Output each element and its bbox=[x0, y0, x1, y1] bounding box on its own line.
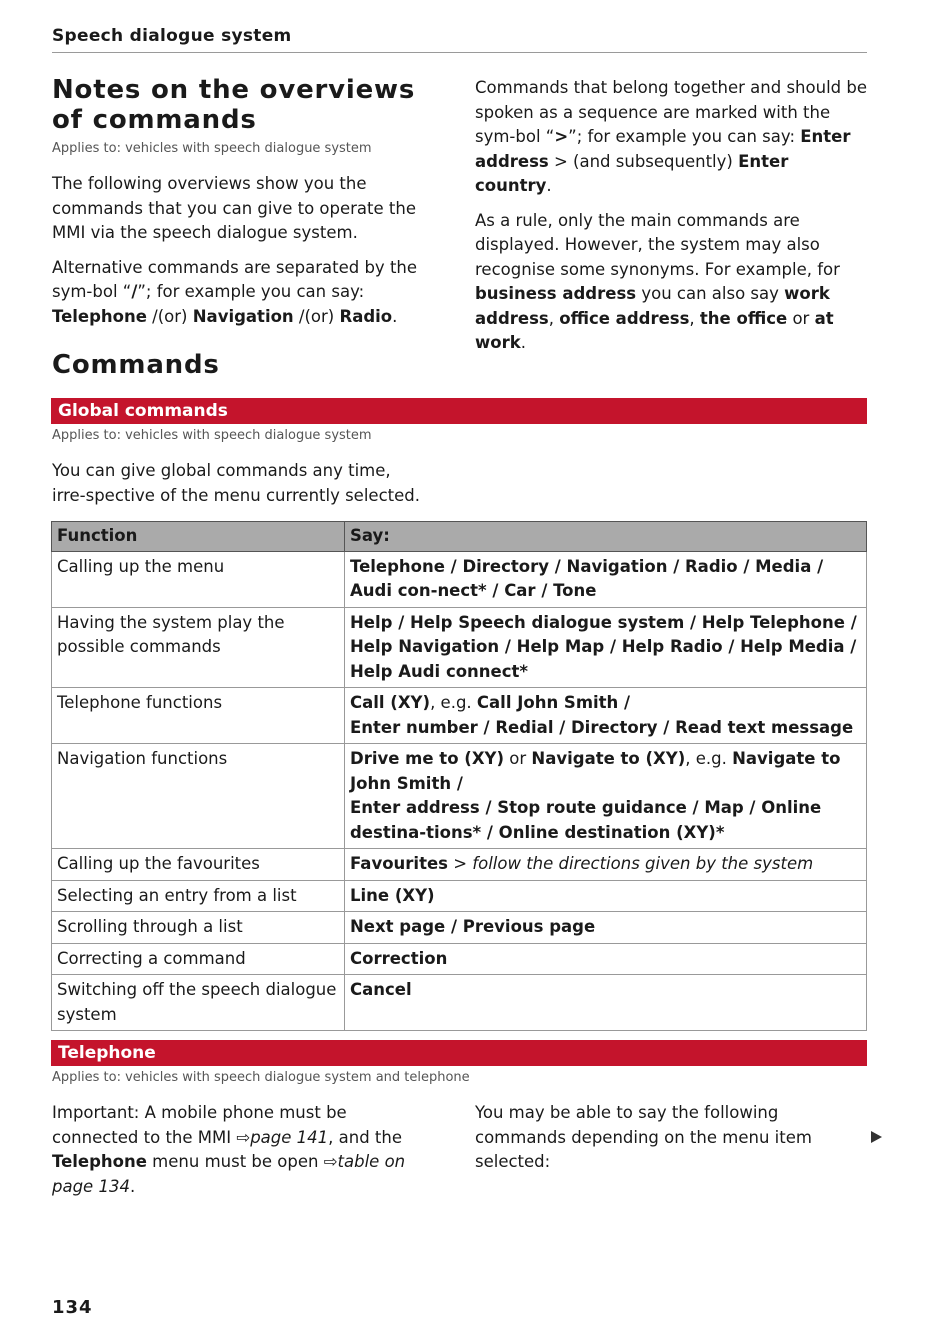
table-row bbox=[52, 975, 867, 1031]
notes-paragraph-3: Commands that belong together and should be spoken as a sequence are marked with the sym-bol “>”; for example you can say: Enter address > (and subsequently) Enter country. bbox=[475, 78, 867, 195]
say-cell: Call (XY), e.g. Call John Smith / Enter number / Redial / Directory / Read text message bbox=[345, 688, 867, 744]
continue-arrow-icon bbox=[871, 1131, 882, 1143]
running-header: Speech dialogue system bbox=[52, 26, 867, 53]
table-row bbox=[52, 607, 867, 688]
function-cell: Navigation functions bbox=[52, 744, 345, 849]
function-cell: Scrolling through a list bbox=[52, 912, 345, 944]
table-header-row bbox=[52, 522, 867, 552]
say-cell: Favourites > follow the directions given by the system bbox=[345, 849, 867, 881]
notes-paragraph-1: The following overviews show you the commands that you can give to operate the MMI via the speech dialogue system. bbox=[52, 174, 416, 242]
notes-paragraph-2: Alternative commands are separated by the sym-bol “/”; for example you can say: Telephone /(or) Navigation /(or) Radio. bbox=[52, 257, 418, 326]
function-cell: Having the system play the possible commands bbox=[52, 607, 345, 688]
notes-right-column bbox=[475, 76, 867, 366]
table-row bbox=[52, 744, 867, 849]
function-cell: Switching off the speech dialogue system bbox=[52, 975, 345, 1031]
say-cell: Correction bbox=[345, 943, 867, 975]
telephone-commands-intro: You may be able to say the following commands depending on the menu item selected: bbox=[475, 1103, 812, 1171]
global-applies-to: Applies to: vehicles with speech dialogue system bbox=[52, 428, 372, 443]
say-cell: Cancel bbox=[345, 975, 867, 1031]
commands-heading: Commands bbox=[52, 350, 220, 380]
telephone-applies-to: Applies to: vehicles with speech dialogue system and telephone bbox=[52, 1070, 470, 1085]
say-cell: Help / Help Speech dialogue system / Help Telephone / Help Navigation / Help Map / Help Radio / Help Media / Help Audi connect* bbox=[345, 607, 867, 688]
table-row bbox=[52, 880, 867, 912]
table-row bbox=[52, 912, 867, 944]
notes-paragraph-4: As a rule, only the main commands are displayed. However, the system may also recognise some synonyms. For example, for business address you can also say work address, office address, the office or at work. bbox=[475, 210, 840, 352]
global-intro: You can give global commands any time, irre-spective of the menu currently selected. bbox=[52, 461, 420, 505]
say-cell: Telephone / Directory / Navigation / Radio / Media / Audi con-nect* / Car / Tone bbox=[345, 551, 867, 607]
table-row bbox=[52, 551, 867, 607]
function-cell: Calling up the favourites bbox=[52, 849, 345, 881]
column-header-say: Say: bbox=[345, 522, 867, 552]
say-cell: Next page / Previous page bbox=[345, 912, 867, 944]
table-row bbox=[52, 688, 867, 744]
function-cell: Telephone functions bbox=[52, 688, 345, 744]
function-cell: Correcting a command bbox=[52, 943, 345, 975]
say-cell: Drive me to (XY) or Navigate to (XY), e.g. Navigate to John Smith / Enter address / Stop route guidance / Map / Online destina-tions* / Online destination (XY)* bbox=[345, 744, 867, 849]
notes-left-column bbox=[52, 75, 444, 339]
global-commands-table bbox=[51, 521, 867, 1031]
function-cell: Selecting an entry from a list bbox=[52, 880, 345, 912]
page-number: 134 bbox=[52, 1297, 93, 1318]
column-header-function: Function bbox=[52, 522, 345, 552]
global-commands-bar: Global commands bbox=[51, 398, 867, 424]
table-row bbox=[52, 849, 867, 881]
telephone-bar: Telephone bbox=[51, 1040, 867, 1066]
notes-applies-to: Applies to: vehicles with speech dialogue system bbox=[52, 141, 372, 156]
table-row bbox=[52, 943, 867, 975]
reference-arrow-icon: ⇨ bbox=[236, 1127, 251, 1147]
say-cell: Line (XY) bbox=[345, 880, 867, 912]
notes-heading: Notes on the overviews of commands bbox=[52, 75, 416, 135]
reference-arrow-icon: ⇨ bbox=[323, 1152, 338, 1171]
function-cell: Calling up the menu bbox=[52, 551, 345, 607]
telephone-important-text: Important: A mobile phone must be connected to the MMI ⇨page 141, and the Telephone menu must be open ⇨table on page 134. bbox=[52, 1103, 406, 1196]
